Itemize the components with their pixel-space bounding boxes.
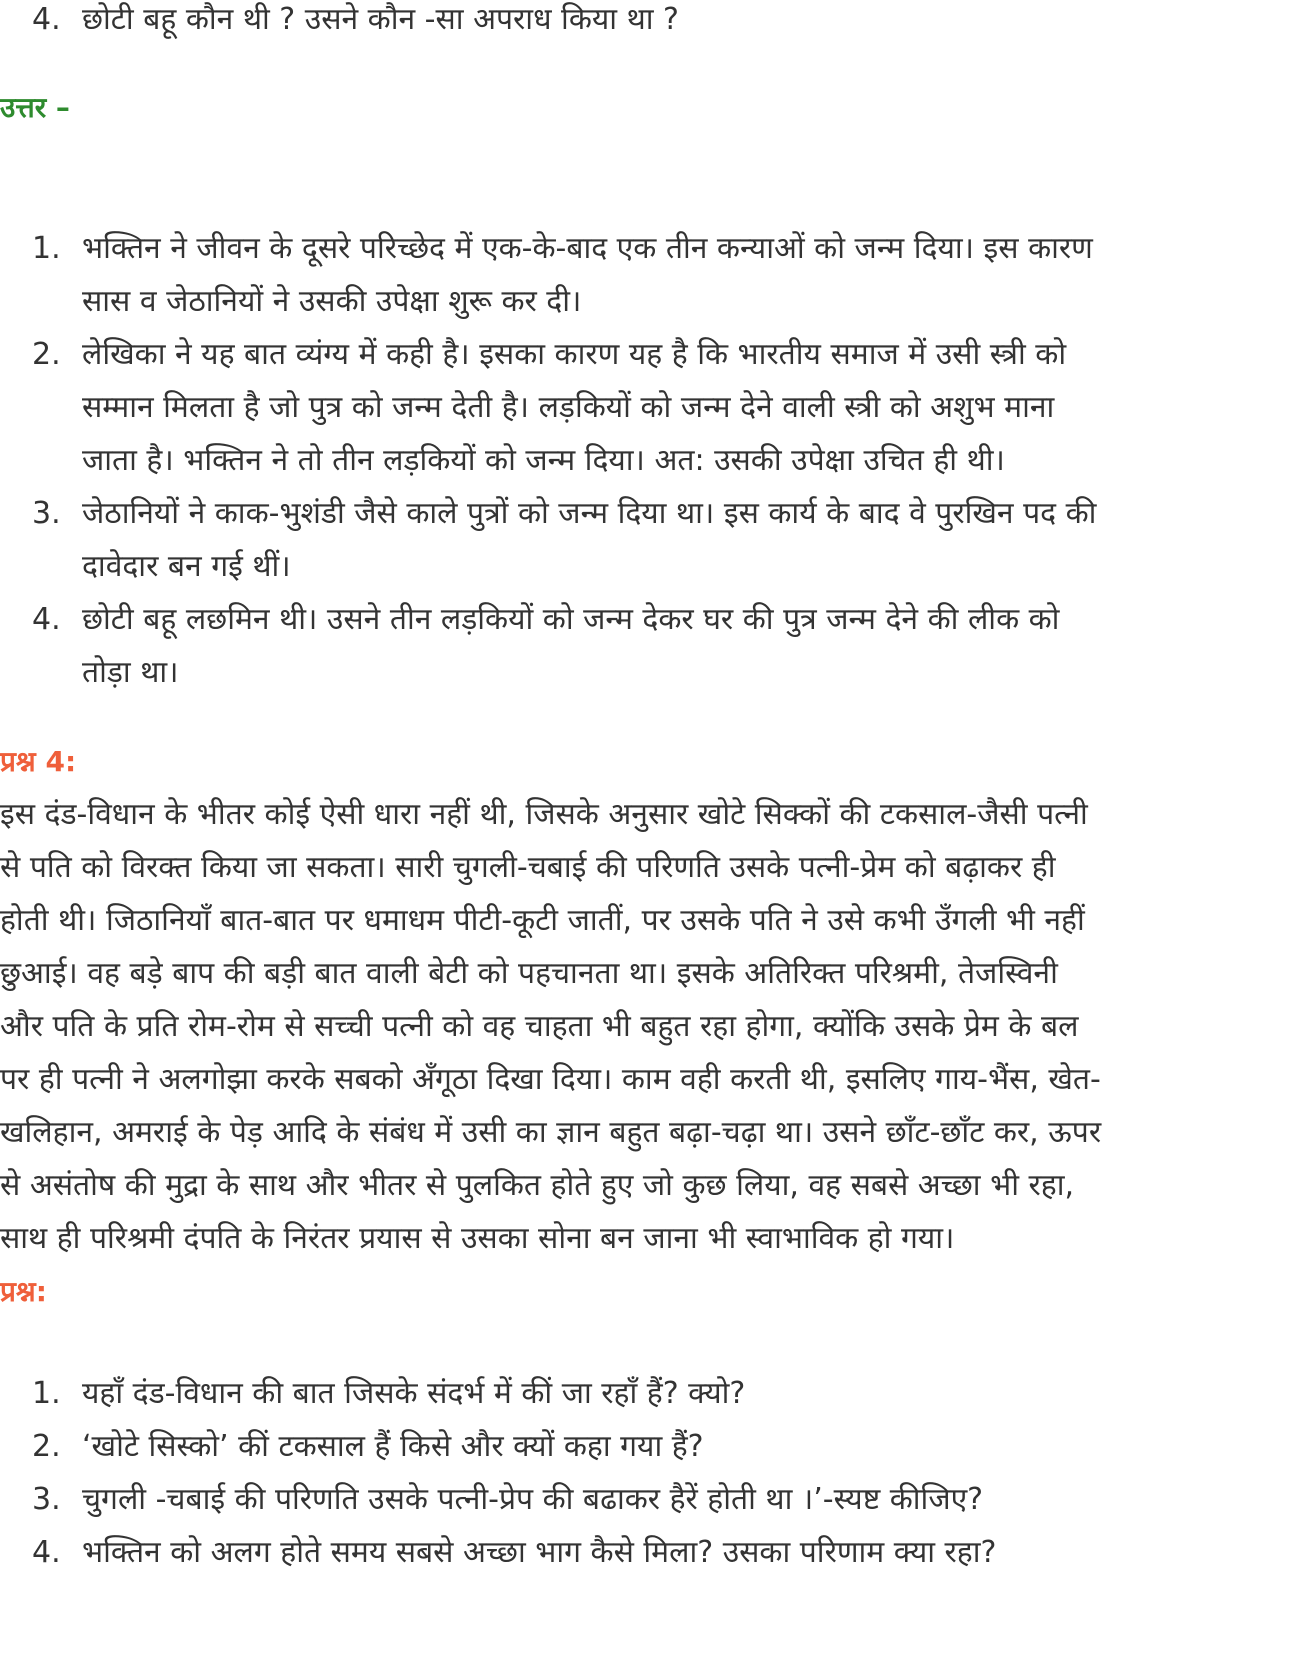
passage-line: और पति के प्रति रोम-रोम से सच्ची पत्नी को वह चाहता भी बहुत रहा होगा, क्योंकि उसके प्रेम के बल (0, 1009, 1079, 1044)
question-4-heading: प्रश्न 4: (0, 745, 77, 778)
question-1-text: यहाँ दंड-विधान की बात जिसके संदर्भ में कीं जा रहाँ हैं? क्यो? (82, 1376, 746, 1411)
answer-1-line-1: भक्तिन ने जीवन के दूसरे परिच्छेद में एक-के-बाद एक तीन कन्याओं को जन्म दिया। इस कारण (82, 231, 1093, 266)
answer-2-line-2: सम्मान मिलता है जो पुत्र को जन्म देती है। लड़कियों को जन्म देने वाली स्त्री को अशुभ माना (82, 390, 1055, 425)
answer-2-line-3: जाता है। भक्तिन ने तो तीन लड़कियों को जन्म दिया। अत: उसकी उपेक्षा उचित ही थी। (82, 443, 1005, 478)
passage-line: इस दंड-विधान के भीतर कोई ऐसी धारा नहीं थी, जिसके अनुसार खोटे सिक्कों की टकसाल-जैसी पत्नी (0, 797, 1088, 832)
question-3-number: 3. (32, 1482, 61, 1517)
answer-4-number: 4. (32, 602, 61, 637)
question-2-number: 2. (32, 1429, 61, 1464)
questions-heading: प्रश्न: (0, 1275, 47, 1308)
answer-heading: उत्तर – (0, 91, 70, 124)
answer-2-number: 2. (32, 337, 61, 372)
answer-3-line-1: जेठानियों ने काक-भुशंडी जैसे काले पुत्रों को जन्म दिया था। इस कार्य के बाद वे पुरखिन पद की (82, 496, 1097, 531)
question-4-text: भक्तिन को अलग होते समय सबसे अच्छा भाग कैसे मिला? उसका परिणाम क्या रहा? (82, 1535, 997, 1570)
answer-1-line-2: सास व जेठानियों ने उसकी उपेक्षा शुरू कर दी। (82, 284, 582, 319)
top-question-text: छोटी बहू कौन थी ? उसने कौन -सा अपराध किया था ? (82, 2, 679, 37)
passage-line: साथ ही परिश्रमी दंपति के निरंतर प्रयास से उसका सोना बन जाना भी स्वाभाविक हो गया। (0, 1221, 955, 1256)
passage-line: खलिहान, अमराई के पेड़ आदि के संबंध में उसी का ज्ञान बहुत बढ़ा-चढ़ा था। उसने छाँट-छाँट कर, ऊपर (0, 1115, 1102, 1150)
question-2-text: ‘खोटे सिस्को’ कीं टकसाल हैं किसे और क्यों कहा गया हैं? (82, 1429, 704, 1464)
answer-3-line-2: दावेदार बन गई थीं। (82, 549, 291, 584)
passage-line: से पति को विरक्त किया जा सकता। सारी चुगली-चबाई की परिणति उसके पत्नी-प्रेम को बढ़ाकर ही (0, 850, 1056, 885)
passage-line: पर ही पत्नी ने अलगोझा करके सबको अँगूठा दिखा दिया। काम वही करती थी, इसलिए गाय-भैंस, खेत- (0, 1062, 1101, 1097)
answer-1-number: 1. (32, 231, 61, 266)
answer-3-number: 3. (32, 496, 61, 531)
question-1-number: 1. (32, 1376, 61, 1411)
question-3-text: चुगली -चबाई की परिणति उसके पत्नी-प्रेप की बढाकर हैरें होती था ।’-स्यष्ट कीजिए? (82, 1482, 984, 1517)
answer-4-line-2: तोड़ा था। (82, 655, 179, 690)
passage-line: होती थी। जिठानियाँ बात-बात पर धमाधम पीटी-कूटी जातीं, पर उसके पति ने उसे कभी उँगली भी नहीं (0, 903, 1085, 938)
answer-4-line-1: छोटी बहू लछमिन थी। उसने तीन लड़कियों को जन्म देकर घर की पुत्र जन्म देने की लीक को (82, 602, 1060, 637)
question-4-number: 4. (32, 1535, 61, 1570)
top-question-number: 4. (32, 2, 61, 37)
passage-line: से असंतोष की मुद्रा के साथ और भीतर से पुलकित होते हुए जो कुछ लिया, वह सबसे अच्छा भी रहा, (0, 1168, 1075, 1203)
answer-2-line-1: लेखिका ने यह बात व्यंग्य में कही है। इसका कारण यह है कि भारतीय समाज में उसी स्त्री को (82, 337, 1067, 372)
passage-line: छुआई। वह बड़े बाप की बड़ी बात वाली बेटी को पहचानता था। इसके अतिरिक्त परिश्रमी, तेजस्विनी (0, 956, 1058, 991)
